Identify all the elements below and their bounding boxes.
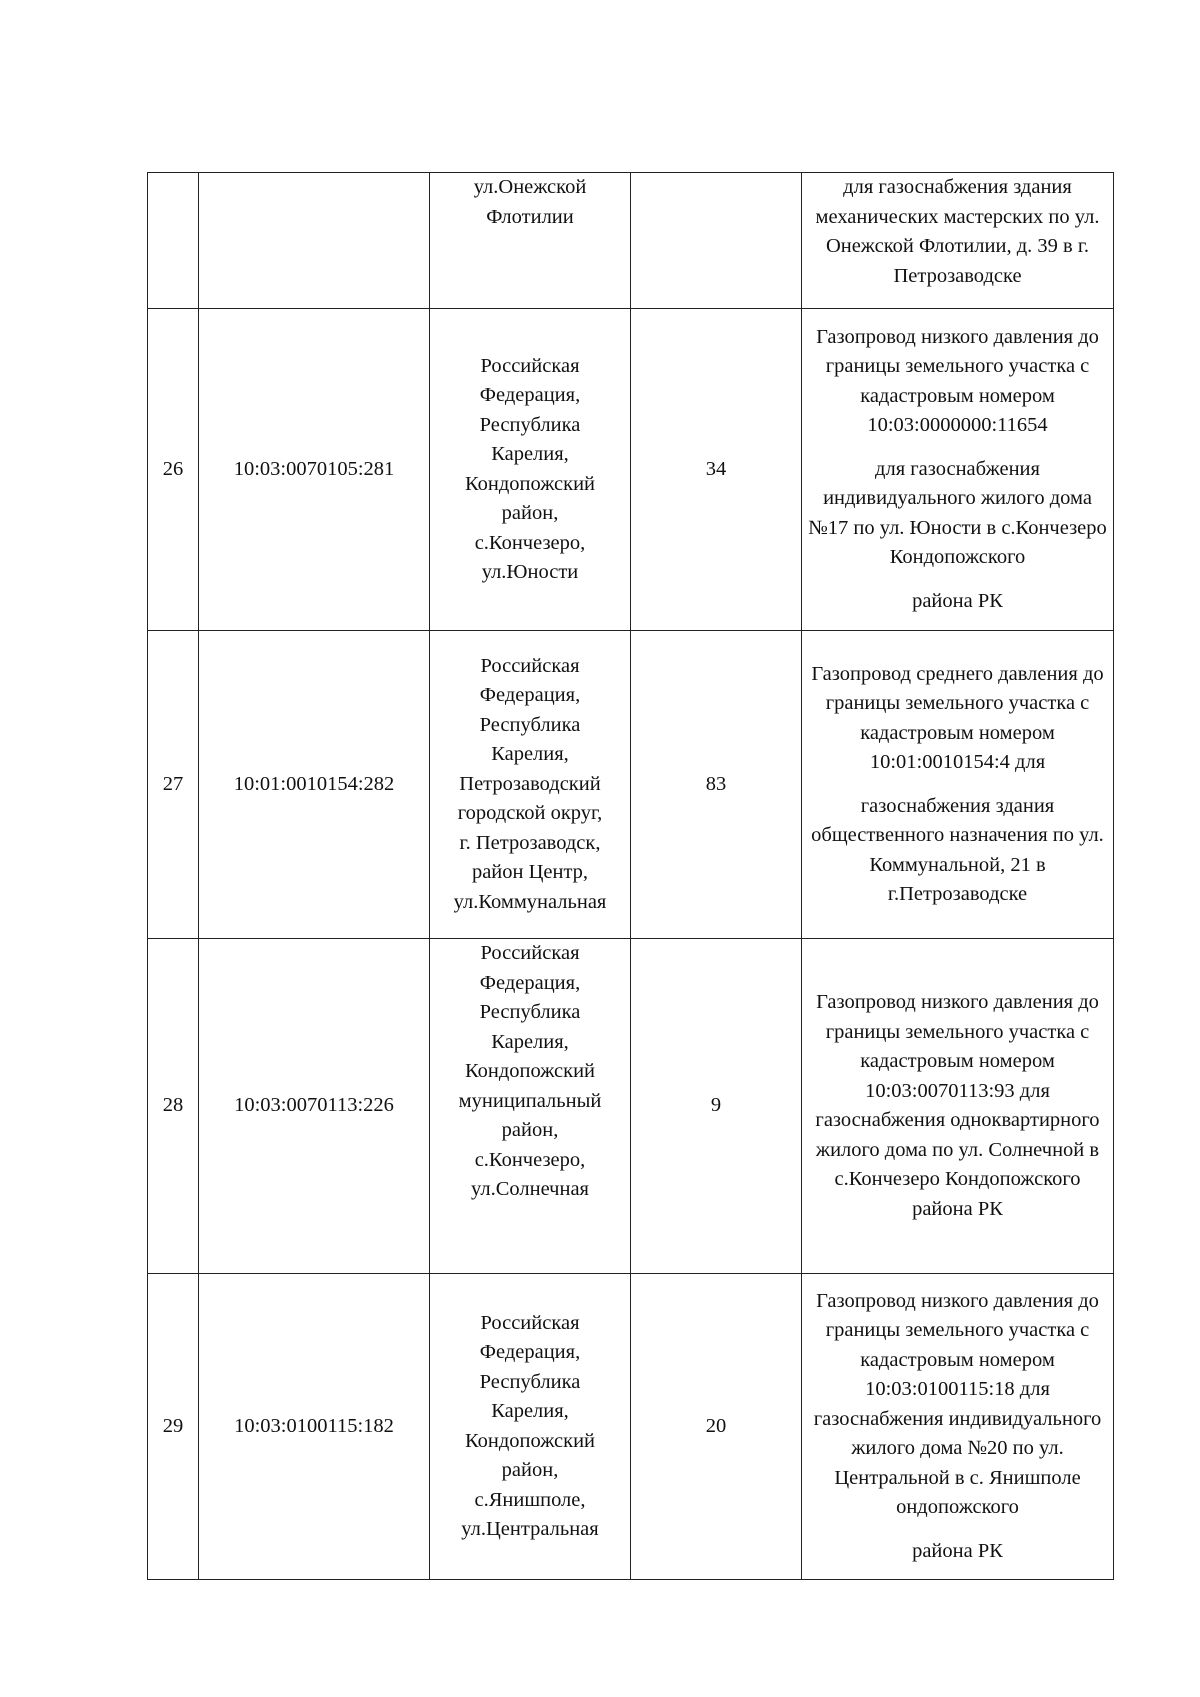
address-line: ул.Солнечная [471,1178,589,1200]
address-line: Российская [480,942,580,964]
purpose-cell [802,1274,1114,1580]
address-line: Республика [479,413,581,436]
address-line: Федерация, [479,1341,581,1363]
table-row [148,173,1114,309]
address-line: с.Янишполе, [474,1488,586,1511]
address-cell [430,1274,631,1580]
address-cell [430,939,631,1274]
address-line: с.Кончезеро, [474,531,586,554]
purpose-cell [802,631,1114,939]
purpose-paragraph: района РК [912,1539,1003,1562]
address-line: Федерация, [479,971,581,994]
purpose-cell [802,173,1114,309]
length-cell: 83 [631,631,802,939]
length-cell: 9 [631,939,802,1274]
row-number-cell: 27 [148,631,199,939]
purpose-paragraph: Газопровод низкого давления до границы земельного участка с кадастровым номером 10:03:0070113:93 для газоснабжения одноквартирного жилого дома по ул. Солнечной в с.Кончезеро Кондопожского района РК [815,991,1100,1220]
address-line: район Центр, [471,861,589,884]
address-line: Российская [480,354,580,377]
purpose-paragraph: для газоснабжения здания механических мастерских по ул. Онежской Флотилии, д. 39 в г. Петрозаводске [815,176,1100,287]
table-row [148,1274,1114,1580]
address-line: муниципальный [458,1089,602,1112]
purpose-paragraph: Газопровод среднего давления до границы земельного участка с кадастровым номером 10:01:0010154:4 для [811,662,1104,773]
row-number-cell [148,173,199,309]
address-line: Республика [479,713,581,736]
table-row [148,631,1114,939]
purpose-cell [802,309,1114,631]
address-line: Республика [479,1370,581,1393]
purpose-cell [802,939,1114,1274]
purpose-paragraph: для газоснабжения индивидуального жилого дома №17 по ул. Юности в с.Кончезеро Кондопожского [808,457,1107,569]
address-line: Кондопожский [464,472,596,495]
address-line: Кондопожский [464,1060,596,1082]
address-line: Карелия, [491,1400,569,1422]
cadastral-number-cell: 10:03:0070105:281 [199,309,430,631]
length-cell: 20 [631,1274,802,1580]
address-cell [430,173,631,309]
address-line: городской округ, [457,802,603,825]
address-line: Флотилии [486,205,574,228]
table-row [148,939,1114,1274]
purpose-paragraph: газоснабжения здания общественного назначения по ул. Коммунальной, 21 в г.Петрозаводске [811,794,1104,905]
address-cell [430,309,631,631]
address-line: ул.Онежской [473,176,587,198]
purpose-paragraph: Газопровод низкого давления до границы земельного участка с кадастровым номером 10:03:0000000:11654 [816,325,1099,437]
address-line: г. Петрозаводск, [459,831,601,854]
land-plots-table [147,172,1114,1580]
address-line: Карелия, [491,443,569,465]
address-line: Российская [480,1311,580,1334]
purpose-paragraph: района РК [912,589,1003,612]
address-line: Российская [480,654,580,677]
address-line: Карелия, [491,743,569,766]
address-line: Федерация, [479,684,581,707]
length-cell [631,173,802,309]
purpose-paragraph: Газопровод низкого давления до границы земельного участка с кадастровым номером 10:03:0100115:18 для газоснабжения индивидуального жилого дома №20 по ул. Центральной в с. Янишполе ондопожского [813,1289,1102,1519]
length-cell: 34 [631,309,802,631]
address-line: ул.Коммунальная [453,890,607,913]
row-number-cell: 26 [148,309,199,631]
cadastral-number-cell: 10:03:0100115:182 [199,1274,430,1580]
address-line: с.Кончезеро, [474,1148,586,1171]
address-cell [430,631,631,939]
cadastral-number-cell: 10:03:0070113:226 [199,939,430,1274]
address-line: ул.Юности [481,561,579,583]
address-line: Карелия, [491,1030,569,1053]
address-line: район, [501,1119,559,1141]
row-number-cell: 29 [148,1274,199,1580]
address-line: Федерация, [479,384,581,406]
cadastral-number-cell: 10:01:0010154:282 [199,631,430,939]
table-row [148,309,1114,631]
address-line: Республика [479,1001,581,1023]
address-line: ул.Центральная [461,1518,599,1540]
address-line: район, [501,502,559,524]
address-line: Петрозаводский [459,772,601,795]
address-line: район, [501,1459,559,1481]
address-line: Кондопожский [464,1429,596,1452]
row-number-cell: 28 [148,939,199,1274]
cadastral-number-cell [199,173,430,309]
